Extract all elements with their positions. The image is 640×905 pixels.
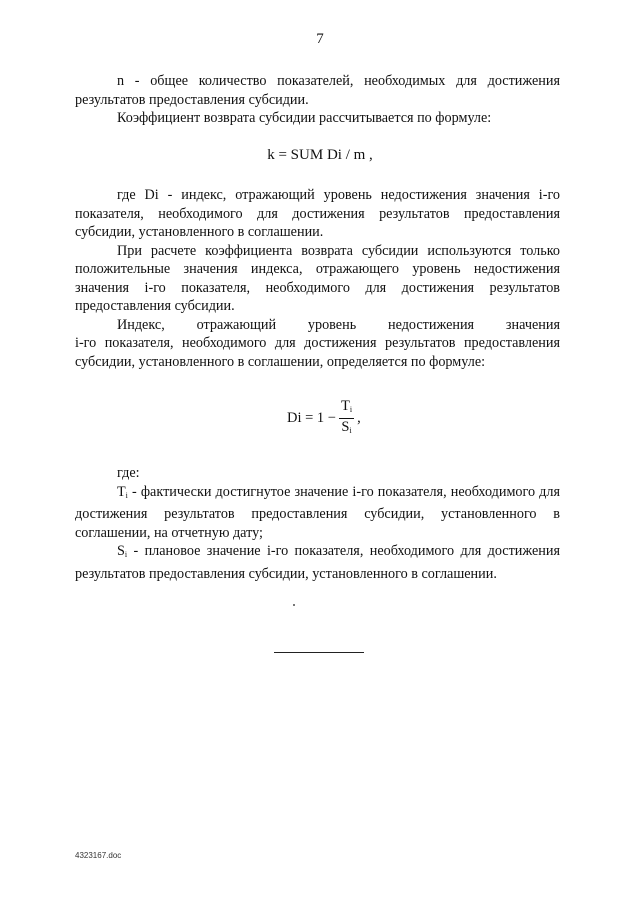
- ti-symbol: $T_i$: [117, 483, 128, 500]
- ti-definition-text: - фактически достигнутое значение i-го показателя, необходимого для достижения результатов предоставления субсидии, установленного в соглашении, на отчетную дату;: [75, 483, 561, 541]
- fraction-denominator: $S_i$: [341, 419, 352, 435]
- index-definition-line1: Индекс, отражающий уровень недостижения значения: [117, 316, 560, 333]
- coefficient-intro-paragraph: Коэффициент возврата субсидии рассчитывается по формуле:: [117, 110, 492, 126]
- page-number: 7: [316, 31, 324, 47]
- index-definition-rest: i-го показателя, необходимого для достижения результатов предоставления субсидии, установленного в соглашении, определяется по формуле:: [75, 335, 560, 370]
- index-formula: [287, 398, 361, 439]
- si-definition-text: - плановое значение i-го показателя, необходимого для достижения результатов предоставления субсидии, установленного в соглашении.: [75, 543, 560, 582]
- positive-values-paragraph: При расчете коэффициента возврата субсидии используются только положительные значения индекса, отражающего уровень недостижения значения i-го показателя, необходимого для достижения результатов предоставления субсидии.: [75, 242, 560, 314]
- index-formula-lhs: Di = 1 −: [287, 410, 336, 426]
- scan-speck: [293, 604, 295, 606]
- ti-definition-paragraph: [75, 483, 560, 543]
- where-label: где:: [117, 465, 140, 481]
- di-definition-paragraph: где Di - индекс, отражающий уровень недостижения значения i-го показателя, необходимого для достижения результатов предоставления субсидии, установленного в соглашении.: [75, 187, 560, 240]
- text-block-1: [75, 72, 560, 128]
- index-formula-fraction: [339, 398, 354, 439]
- n-definition-paragraph: n - общее количество показателей, необходимых для достижения результатов предоставления субсидии.: [75, 73, 560, 108]
- text-block-3: [75, 464, 560, 583]
- text-block-2: [75, 186, 560, 371]
- fraction-numerator: $T_i$: [339, 398, 354, 419]
- file-name-footer: 4323167.doc: [75, 851, 122, 860]
- return-coefficient-formula: k = SUM Di / m ,: [267, 147, 373, 163]
- si-symbol: $S_i$: [117, 543, 128, 559]
- index-formula-tail: ,: [357, 410, 361, 426]
- end-separator-line: [274, 652, 364, 653]
- si-definition-paragraph: [75, 542, 560, 583]
